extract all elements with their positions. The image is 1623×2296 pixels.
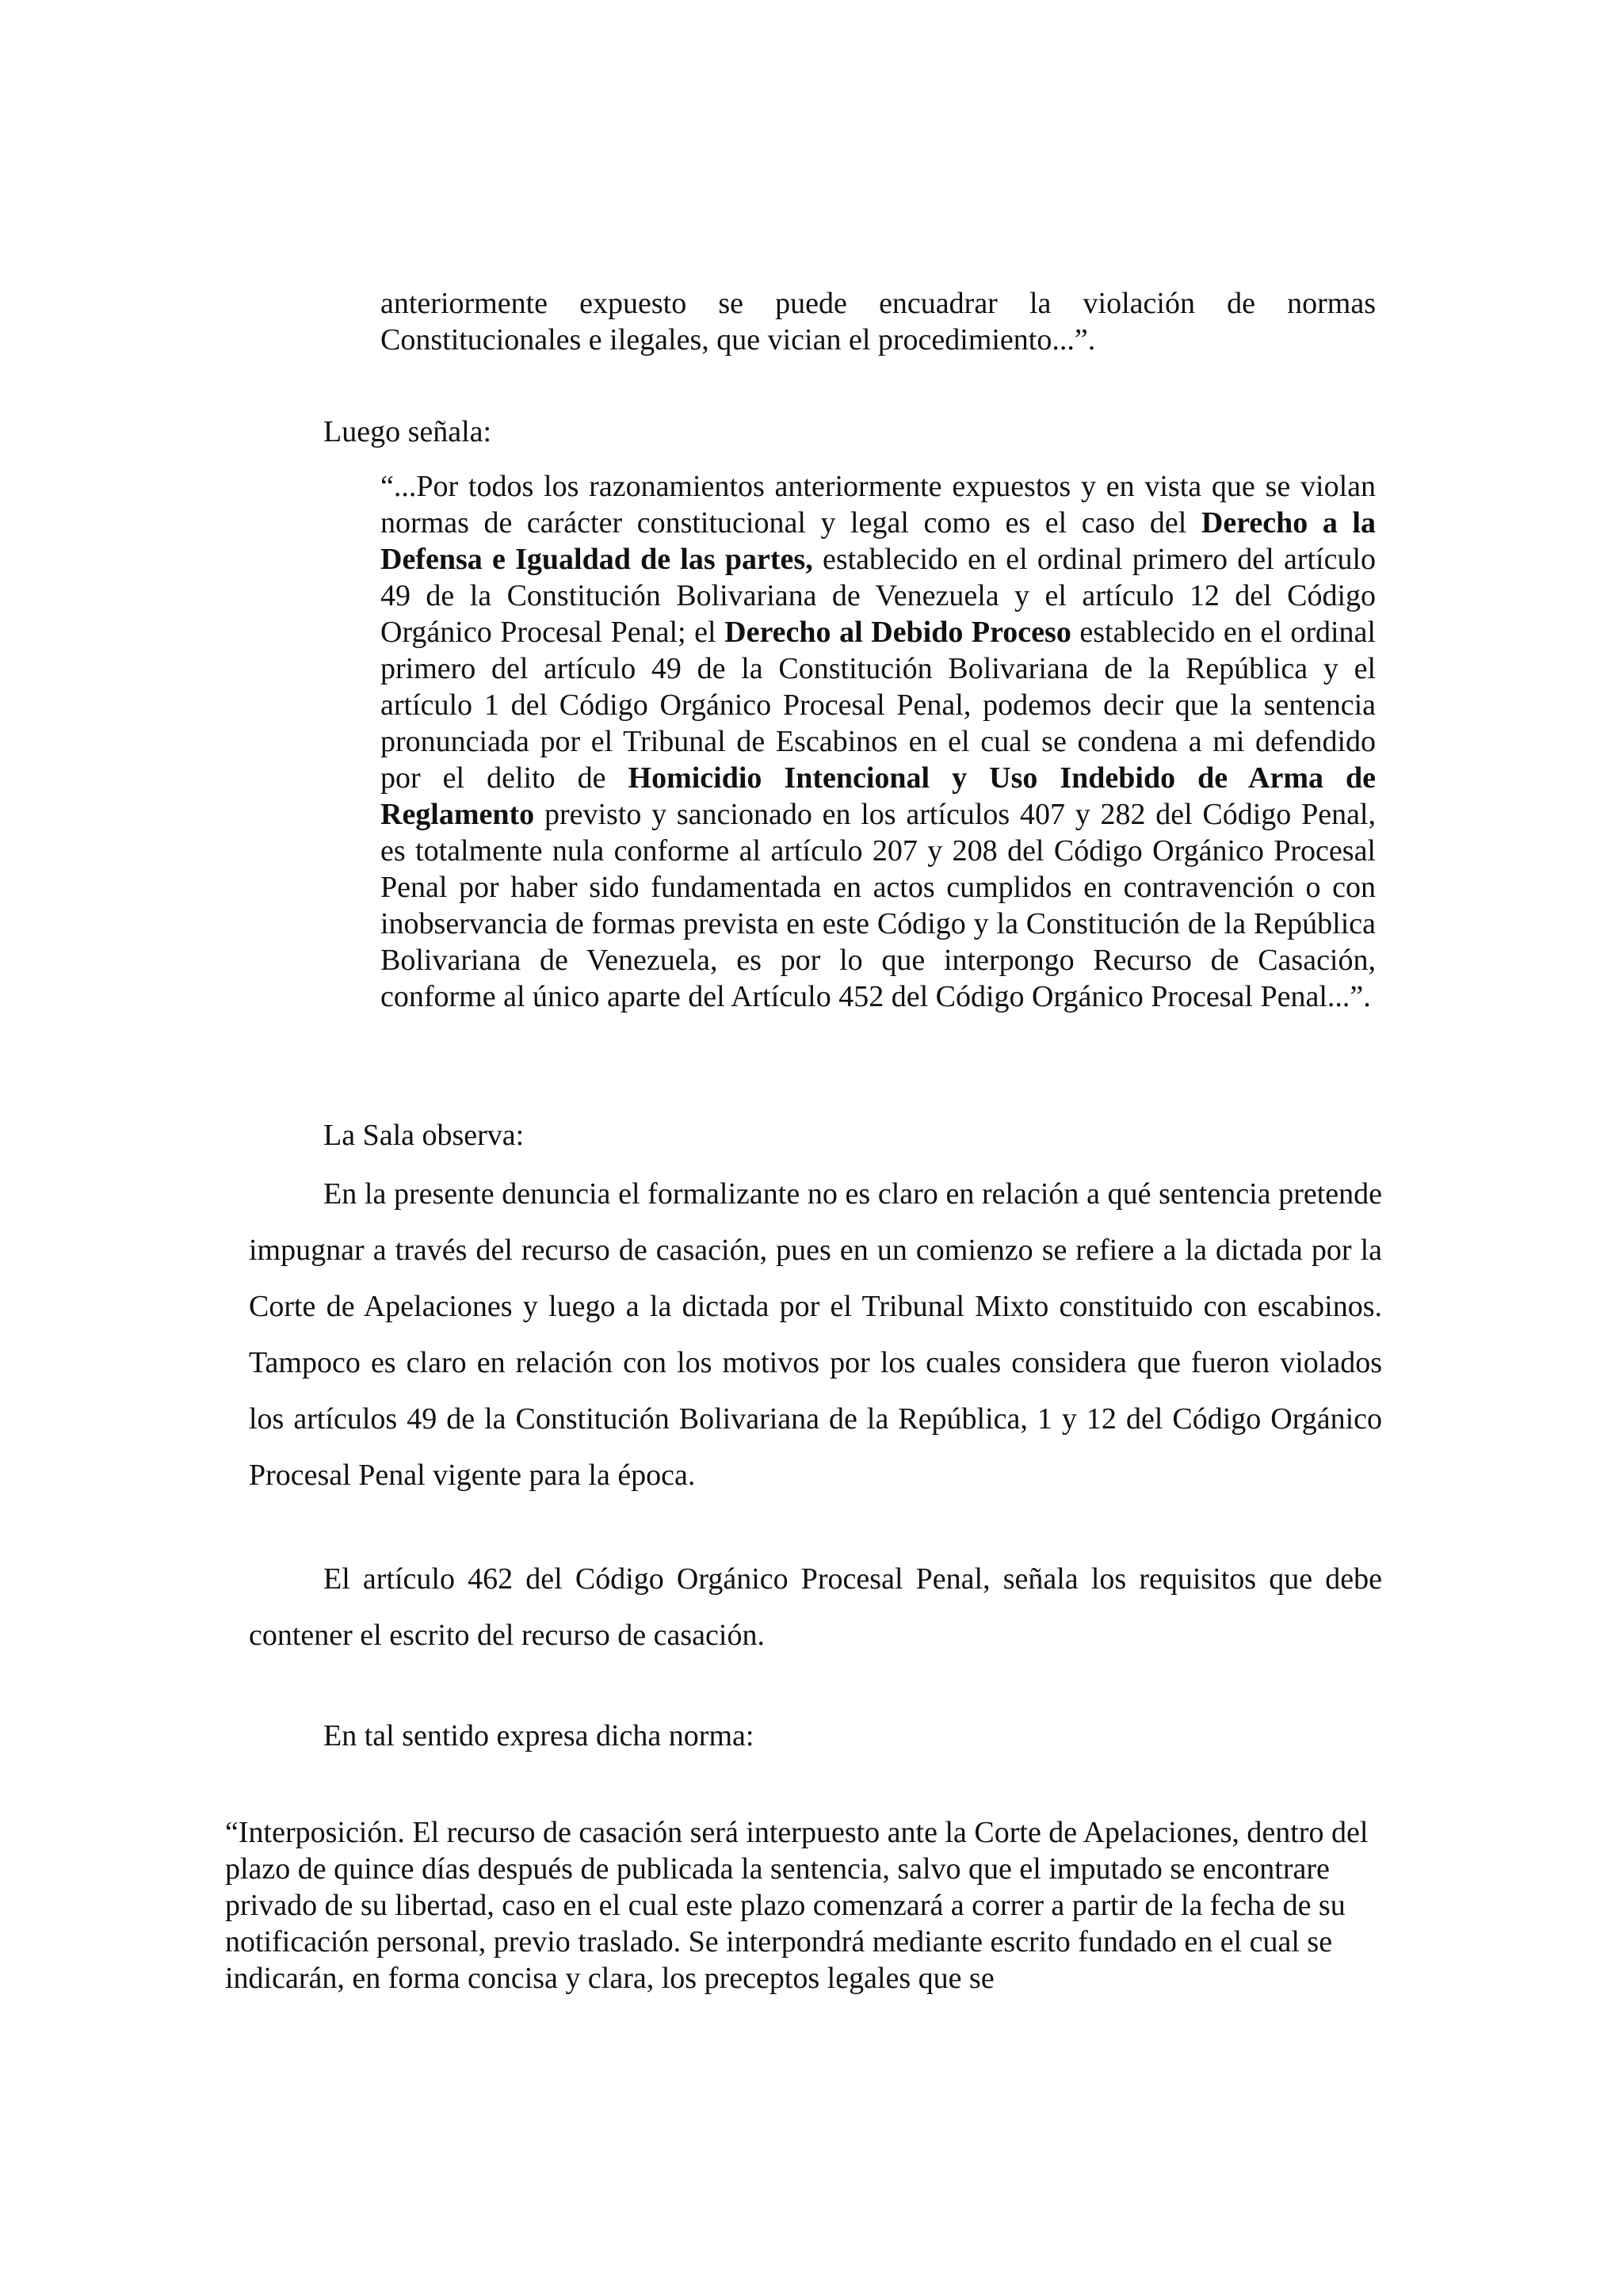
quote-main-bold-2: Derecho al Debido Proceso: [724, 616, 1071, 649]
quote-main-text-4: previsto y sancionado en los artículos 407 y 282 del Código Penal, es totalmente nula conforme al artículo 207 y 208 del Código Orgánico Procesal Penal por haber sido fundamentada en actos cumplidos en contravención o con inobservancia de formas prevista en este Código y la Constitución de la República Bolivariana de Venezuela, es por lo que interpongo Recurso de Casación, conforme al único aparte del Artículo 452 del Código Orgánico Procesal Penal...”.: [380, 798, 1376, 1013]
articulo-paragraph: El artículo 462 del Código Orgánico Procesal Penal, señala los requisitos que debe contener el escrito del recurso de casación.: [249, 1562, 1382, 1652]
quote-main-bold-3: Homicidio Intencional y Uso Indebido de Arma de Reglamento: [380, 761, 1377, 831]
quote-main-text-1: “...Por todos los razonamientos anteriormente expuestos y en vista que se violan normas de carácter constitucional y legal como es el caso del: [380, 470, 1376, 540]
quote-norma-paragraph: “Interposición. El recurso de casación será interpuesto ante la Corte de Apelaciones, dentro del plazo de quince días después de publicada la sentencia, salvo que el imputado se encontrare privado de su libertad, caso en el cual este plazo comenzará a correr a partir de la fecha de su notificación personal, previo traslado. Se interpondrá mediante escrito fundado en el cual se indicarán, en forma concisa y clara, los preceptos legales que se: [225, 1816, 1369, 1995]
quote-main-text-2: establecido en el ordinal primero del artículo 49 de la Constitución Bolivariana de Venezuela y el artículo 12 del Código Orgánico Procesal Penal; el: [380, 543, 1377, 649]
quote-main-text-3: establecido en el ordinal primero del artículo 49 de la Constitución Bolivariana de la República y el artículo 1 del Código Orgánico Procesal Penal, podemos decir que la sentencia pronunciada por el Tribunal de Escabinos en el cual se condena a mi defendido por el delito de: [380, 616, 1376, 795]
quote-main-bold-1: Derecho a la Defensa e Igualdad de las partes,: [380, 506, 1376, 576]
quote-continued-paragraph: anteriormente expuesto se puede encuadrar la violación de normas Constitucionales e ilegales, que vician el procedimiento...”.: [380, 287, 1376, 357]
sala-paragraph: En la presente denuncia el formalizante no es claro en relación a qué sentencia pretende impugnar a través del recurso de casación, pues en un comienzo se refiere a la dictada por la Corte de Apelaciones y luego a la dictada por el Tribunal Mixto constituido con escabinos. Tampoco es claro en relación con los motivos por los cuales considera que fueron violados los artículos 49 de la Constitución Bolivariana de la República, 1 y 12 del Código Orgánico Procesal Penal vigente para la época.: [249, 1177, 1382, 1492]
label-luego-senala: Luego señala:: [323, 415, 492, 448]
quote-main-paragraph: [380, 468, 1376, 1015]
label-sala-observa: La Sala observa:: [323, 1119, 525, 1152]
label-tal-sentido: En tal sentido expresa dicha norma:: [323, 1719, 754, 1753]
